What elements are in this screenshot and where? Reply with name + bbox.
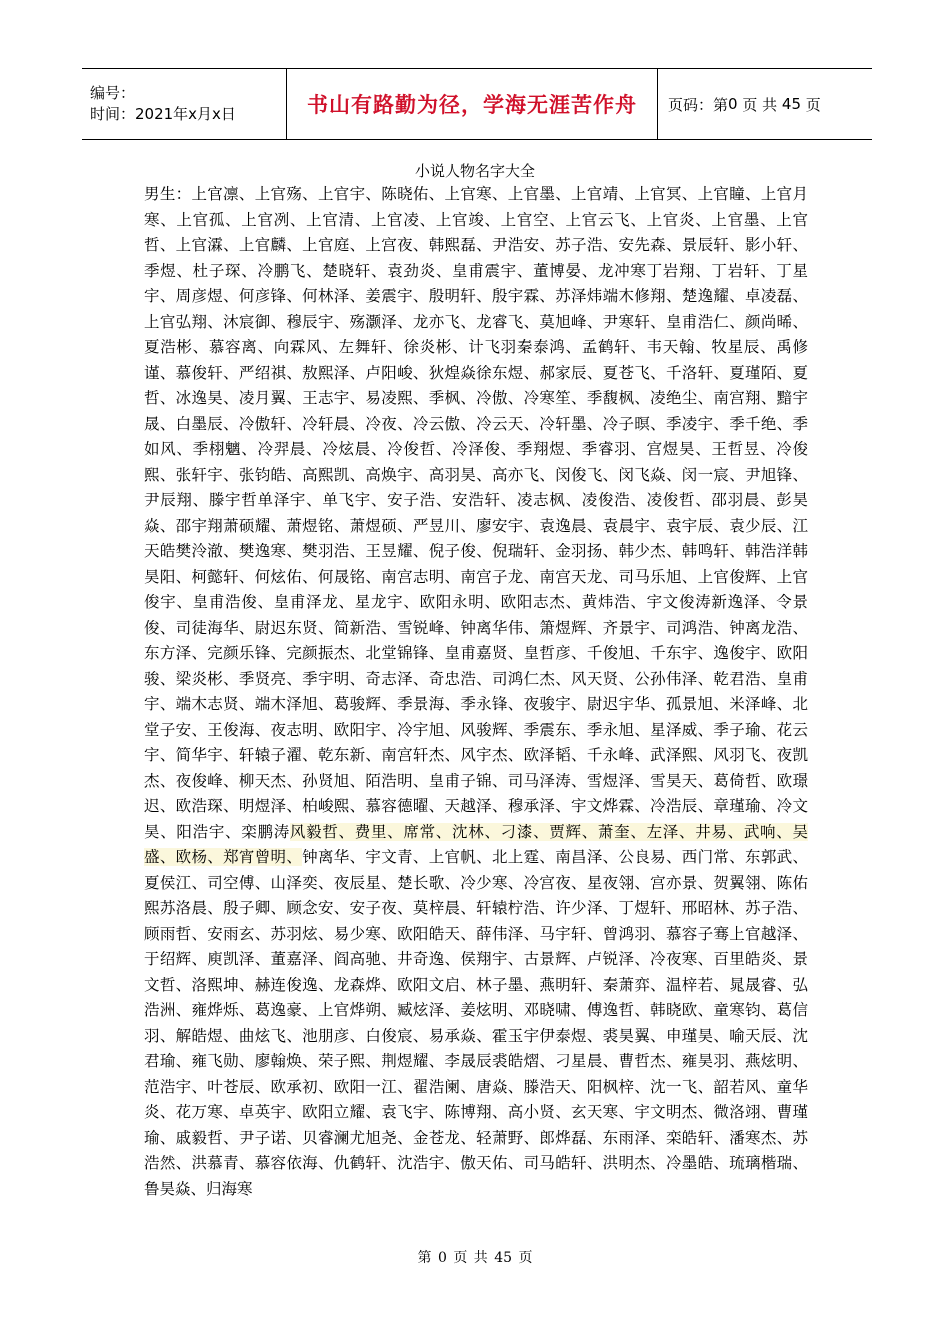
document-title: 小说人物名字大全 — [414, 162, 535, 180]
footer-total: 45 — [494, 1250, 513, 1266]
page-footer — [0, 1247, 950, 1267]
page-current: 0 — [728, 95, 738, 113]
page-middle: 页 共 — [742, 95, 778, 114]
footer-prefix: 第 — [417, 1250, 432, 1266]
header-motto-cell — [286, 69, 658, 139]
page-prefix: 页码：第 — [668, 95, 729, 114]
number-label: 编号： — [90, 84, 136, 102]
footer-current: 0 — [437, 1250, 447, 1266]
header-meta — [82, 69, 286, 139]
motto: 书山有路勤为径，学海无涯苦作舟 — [307, 93, 637, 117]
footer-middle: 页 共 — [453, 1250, 488, 1266]
footer-suffix: 页 — [518, 1250, 533, 1266]
body-highlight: 风毅哲、费里、席常、沈林、刁漆、贾辉、萧奎、左泽、井易、武响、吴盛、欧杨、郑宵曾明、 — [144, 822, 808, 866]
page-total: 45 — [781, 95, 801, 113]
page-header — [82, 68, 872, 140]
time-label: 时间：2021年x月x日 — [90, 105, 236, 123]
body-part-2: 钟离华、宇文青、上官帆、北上霆、南昌泽、公良易、西门常、东郭武、夏侯江、司空傅、山泽奕、夜辰星、楚长歌、冷少寒、冷宫夜、星夜翎、宫亦景、贺翼翎、陈佑熙苏洛晨、殷子卿、顾念安、安子夜、莫梓晨、轩辕柠浩、许少泽、丁煜轩、邢昭林、苏子浩、顾雨哲、安雨玄、苏羽炫、易少寒、欧阳皓天、薛伟泽、马宇轩、曾鸿羽、慕容子骞上官越泽、于绍辉、庾凯泽、董嘉泽、阎高驰、井奇逸、侯翔宇、古景辉、卢锐泽、冷夜寒、百里皓炎、景文哲、洛熙坤、赫连俊逸、龙森烨、欧阳文启、林子墨、燕明轩、秦萧弈、温梓若、晁晟睿、弘浩洲、雍烨烁、葛逸豪、上官烨朔、臧炫泽、姜炫明、邓晓啸、傅逸哲、韩晓欧、童寒钧、葛信羽、解皓煜、曲炫飞、池朋彦、白俊宸、易承焱、霍玉宇伊泰煜、裘昊翼、申瑾昊、喻天辰、沈君瑜、雍飞勋、廖翰焕、荣子熙、荆煜耀、李晟辰裘皓熠、刁星晨、曹哲杰、雍昊羽、燕炫明、范浩宇、叶苍辰、欧承初、欧阳一江、翟浩阑、唐焱、滕浩天、阳枫梓、沈一飞、韶若风、童华炎、花万寒、卓英宇、欧阳立耀、袁飞宇、陈博翔、高小贤、玄天寒、宇文明杰、微洛翊、曹瑾瑜、戚毅哲、尹子诺、贝睿澜尤旭尧、金苍龙、轻萧野、郎烨磊、东雨泽、栾皓轩、潘寒杰、苏浩然、洪慕青、慕容依海、仇鹤轩、沈浩宇、傲天佑、司马皓轩、洪明杰、冷墨皓、琉璃楷瑞、鲁昊焱、归海寒 — [144, 848, 808, 1198]
body-part-1: 男生：上官凛、上官殇、上官宇、陈晓佑、上官寒、上官墨、上官靖、上官冥、上官瞳、上官月寒、上官孤、上官冽、上官清、上官凌、上官竣、上官空、上官云飞、上官炎、上官墨、上官哲、上官瀮、上官麟、上官庭、上宫夜、韩熙磊、尹浩安、苏子浩、安先森、景辰轩、影小轩、季煜、杜子琛、冷鹏飞、楚晓轩、袁劲炎、皇甫震宇、董博晏、龙冲寒丁岩翔、丁岩轩、丁星宇、周彦煜、何彦锋、何林泽、姜震宇、殷明轩、殷宇霖、苏泽炜端木修翔、楚逸耀、卓凌磊、上官弘翔、沐宸御、穆辰宇、殇灏泽、龙亦飞、龙睿飞、莫旭峰、尹寒轩、皇甫浩仁、颜尚晞、夏浩彬、慕容离、向霖风、左舞轩、徐炎彬、计飞羽秦泰鸿、孟鹤轩、韦天翰、牧星辰、禹修谨、慕俊轩、严绍祺、敖熙泽、卢阳峻、狄煌焱徐东煜、郝家辰、夏苍飞、千洛轩、夏瑾陌、夏哲、冰逸昊、凌月翼、王志宇、易凌熙、季枫、冷傲、冷寒笙、季馥枫、凌绝尘、南宫翔、黯宇晟、白墨辰、冷傲轩、冷轩晨、冷夜、冷云傲、冷云天、冷轩墨、冷子暝、季凌宇、季千绝、季如风、季栩魑、冷羿晨、冷炫晨、冷俊哲、冷泽俊、季翔煜、季睿羽、宫煜昊、王哲昱、冷俊熙、张轩宇、张钧皓、高熙凯、高焕宇、高羽昊、高亦飞、闵俊飞、闵飞焱、闵一宸、尹旭锋、尹辰翔、滕宇哲单泽宇、单飞宇、安子浩、安浩轩、凌志枫、凌俊浩、凌俊哲、邵羽晨、彭昊焱、邵宇翔萧硕耀、萧煜铭、萧煜硕、严昱川、廖安宇、袁逸晨、袁晨宇、袁宇辰、袁少辰、江天皓樊泠澈、樊逸寒、樊羽浩、王昱耀、倪子俊、倪瑞轩、金羽扬、韩少杰、韩鸣轩、韩浩洋韩昊阳、柯懿轩、何炫佑、何晟铭、南宫志明、南宫子龙、南宫天龙、司马乐旭、上官俊辉、上官俊宇、皇甫浩俊、皇甫泽龙、星龙宇、欧阳永明、欧阳志杰、黄炜浩、宇文俊涛新逸泽、令景俊、司徒海华、尉迟东贤、简新浩、雪锐峰、钟离华伟、箫煜辉、齐景宇、司鸿浩、钟离龙浩、东方泽、完颜乐锋、完颜振杰、北堂锦锋、皇甫嘉贤、皇哲彦、千俊旭、千东宇、逸俊宇、欧阳骏、梁炎彬、季贤亮、季宇明、奇志泽、奇忠浩、司鸿仁杰、风天贤、公孙伟泽、乾君浩、皇甫宇、端木志贤、端木泽旭、葛骏辉、季景海、季永锋、夜骏宇、尉迟宇华、孤景旭、米泽峰、北堂子安、王俊海、夜志明、欧阳宇、冷宇旭、风骏辉、季震东、季永旭、星泽威、季子瑜、花云宇、简华宇、轩辕子濯、乾东新、南宫轩杰、风宇杰、欧泽韬、千永峰、武泽熙、风羽飞、夜凯杰、夜俊峰、柳天杰、孙贤旭、陌浩明、皇甫子锦、司马泽涛、雪煜泽、雪昊天、葛倚哲、欧璟迟、欧浩琛、明煜泽、柏峻熙、慕容德曜、天越泽、穆承泽、宇文烨霖、冷浩辰、章瑾瑜、冷文昊、阳浩宇、栾鹏涛 — [144, 185, 808, 841]
document-body — [144, 182, 808, 1202]
page-suffix: 页 — [805, 95, 821, 114]
header-page-info — [658, 69, 872, 139]
